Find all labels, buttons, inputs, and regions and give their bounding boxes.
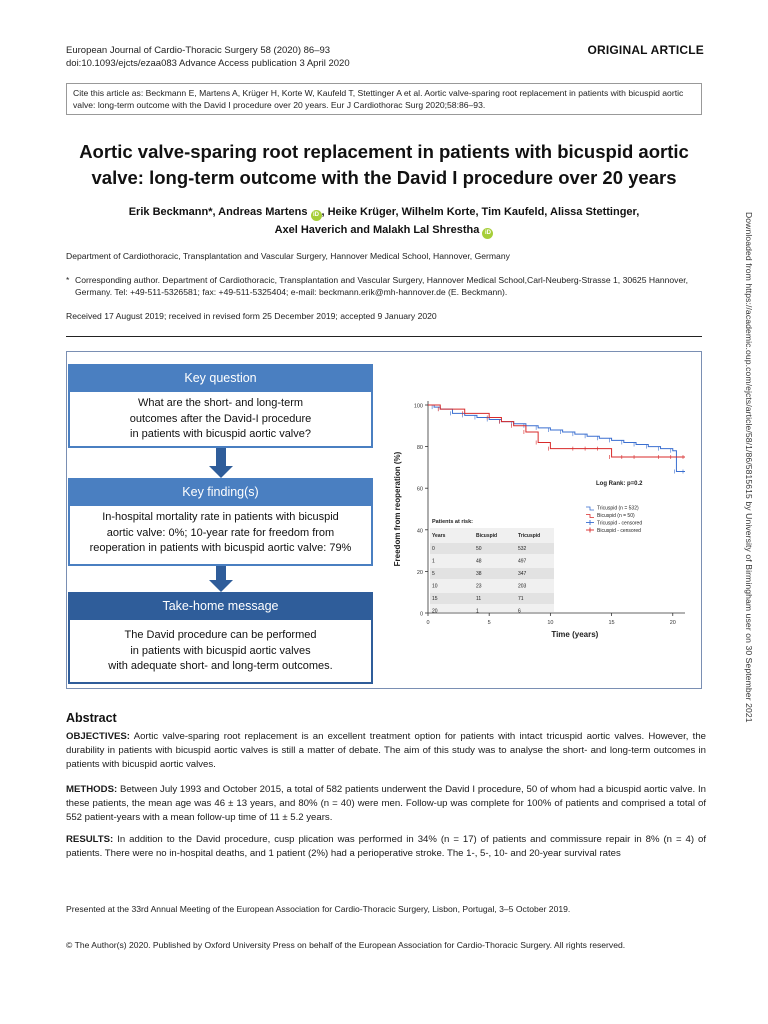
key-finding-line: aortic valve: 0%; 10-year rate for freedom from	[106, 526, 335, 539]
legend-label: Tricuspid (n = 532)	[597, 505, 639, 512]
abstract-results	[66, 833, 706, 861]
key-finding-header: Key finding(s)	[68, 478, 373, 506]
take-home-line: in patients with bicuspid aortic valves	[130, 644, 311, 657]
objectives-text: Aortic valve-sparing root replacement is an excellent treatment option for patients with intact tricuspid aortic valves. However, the durability in patients with bicuspid aortic valves is still a matter of debate. The aim of this study was to analyse the short- and long-term outcomes in patients with bicuspid aortic valves.	[66, 731, 706, 770]
take-home-line: with adequate short- and long-term outcomes.	[108, 660, 333, 672]
doi-line[interactable]: doi:10.1093/ejcts/ezaa083 Advance Access publication 3 April 2020	[66, 58, 350, 69]
corresponding-author-text: Corresponding author. Department of Cardiothoracic, Transplantation and Vascular Surgery, Hannover Medical School,Carl-Neuberg-Strasse 1, 30625 Hannover, Germany. Tel: +49-511-5326581; fax: +49-511-5325404; e-mail: beckmann.erik@mh-hannover.de (E. Beckmann).	[75, 275, 689, 297]
journal-line: European Journal of Cardio-Thoracic Surgery 58 (2020) 86–93	[66, 45, 331, 56]
flow-arrow-icon	[209, 580, 233, 592]
y-tick-label: 100	[413, 403, 423, 410]
take-home-box	[68, 620, 373, 684]
author-line-2	[40, 221, 728, 239]
risk-table-cell: 38	[476, 571, 482, 577]
risk-table-cell: 15	[432, 596, 438, 602]
legend-line-icon	[586, 515, 594, 518]
flow-arrow-icon	[209, 466, 233, 478]
risk-table-cell: 532	[518, 546, 527, 552]
authors-part-3[interactable]: Axel Haverich and Malakh Lal Shrestha	[274, 224, 480, 236]
x-tick-label: 5	[487, 620, 491, 626]
risk-table-row-band	[430, 568, 554, 579]
risk-table-cell: 497	[518, 558, 527, 565]
risk-table-cell: 1	[432, 558, 435, 565]
orcid-icon[interactable]: iD	[482, 228, 493, 239]
legend-line-icon	[586, 507, 594, 510]
risk-table-row-band	[430, 593, 554, 604]
risk-table-row-band	[430, 543, 554, 554]
legend-label: Bicuspid (n = 50)	[597, 513, 635, 519]
series-line-bicuspid	[428, 405, 685, 457]
corresponding-author	[66, 274, 706, 298]
author-list	[40, 203, 728, 239]
y-tick-label: 60	[416, 486, 423, 493]
title-line-1: Aortic valve-sparing root replacement in patients with bicuspid aortic	[79, 141, 689, 162]
log-rank-annotation: Log Rank: p=0.2	[596, 481, 643, 487]
presented-note: Presented at the 33rd Annual Meeting of the European Association for Cardio-Thoracic Surgery, Lisbon, Portugal, 3–5 October 2019.	[66, 904, 571, 914]
risk-table-cell: 203	[518, 583, 527, 590]
x-tick-label: 15	[608, 620, 615, 626]
risk-table-header: Years	[432, 533, 446, 539]
results-label: RESULTS:	[66, 834, 114, 845]
download-side-note: Downloaded from https://academic.oup.com/ejcts/article/58/1/86/5815615 by University of Birmingham user on 30 September 2021	[744, 212, 754, 723]
y-tick-label: 0	[419, 611, 423, 618]
x-tick-label: 10	[547, 620, 554, 626]
abstract-methods	[66, 783, 706, 825]
risk-table-cell: 1	[476, 608, 479, 615]
received-dates: Received 17 August 2019; received in revised form 25 December 2019; accepted 9 January 2020	[66, 311, 437, 321]
key-question-line: outcomes after the David-I procedure	[129, 412, 312, 425]
key-question-line: What are the short- and long-term	[137, 397, 304, 409]
flow-arrow-stem	[216, 448, 226, 466]
y-tick-label: 20	[416, 569, 423, 576]
key-question-line: in patients with bicuspid aortic valve?	[130, 428, 311, 440]
y-tick-label: 80	[416, 445, 423, 452]
article-type-label: ORIGINAL ARTICLE	[587, 43, 704, 57]
y-tick-label: 40	[416, 528, 423, 535]
department-affiliation: Department of Cardiothoracic, Transplantation and Vascular Surgery, Hannover Medical School, Hannover, Germany	[66, 251, 510, 261]
y-axis-label: Freedom from reoperation (%)	[393, 451, 402, 567]
risk-table-cell: 71	[518, 596, 524, 602]
take-home-line: The David procedure can be performed	[124, 629, 317, 641]
x-tick-label: 20	[669, 620, 676, 626]
kaplan-meier-chart	[380, 385, 690, 655]
risk-table-cell: 20	[432, 608, 438, 615]
objectives-label: OBJECTIVES:	[66, 731, 130, 742]
take-home-header: Take-home message	[68, 592, 373, 620]
authors-part-1[interactable]: Erik Beckmann*, Andreas Martens	[128, 206, 308, 218]
divider	[66, 336, 702, 337]
legend-label: Tricuspid - censored	[597, 520, 643, 527]
journal-header	[66, 44, 350, 70]
abstract-objectives	[66, 730, 706, 772]
footnote-star: *	[66, 275, 70, 285]
key-finding-line: reoperation in patients with bicuspid aortic valve: 79%	[89, 542, 352, 554]
risk-table-header: Bicuspid	[476, 533, 498, 539]
citation-box: Cite this article as: Beckmann E, Martens A, Krüger H, Korte W, Kaufeld T, Stettinger A et al. Aortic valve-sparing root replacement in patients with bicuspid aortic valve: long-term outcome with the David I procedure over 20 years. Eur J Cardiothorac Surg 2020;58:86–93.	[66, 83, 702, 115]
author-line-1	[40, 203, 728, 221]
article-title	[40, 139, 728, 191]
legend-label: Bicuspid - censored	[597, 528, 641, 534]
risk-table-cell: 0	[432, 546, 435, 552]
series-line-tricuspid	[428, 405, 685, 472]
key-finding-line: In-hospital mortality rate in patients with bicuspid	[102, 511, 339, 523]
risk-table-cell: 10	[432, 583, 438, 590]
orcid-icon[interactable]: iD	[311, 210, 322, 221]
key-finding-box	[68, 506, 373, 566]
copyright-note: © The Author(s) 2020. Published by Oxford University Press on behalf of the European Association for Cardio-Thoracic Surgery. All rights reserved.	[66, 940, 626, 950]
risk-table-cell: 5	[432, 571, 435, 577]
risk-table-title: Patients at risk:	[432, 519, 473, 525]
title-line-2: valve: long-term outcome with the David I procedure over 20 years	[91, 167, 677, 188]
key-question-box	[68, 392, 373, 448]
risk-table-cell: 23	[476, 583, 482, 590]
risk-table-header: Tricuspid	[518, 533, 541, 539]
abstract-heading: Abstract	[66, 711, 117, 725]
risk-table-cell: 347	[518, 571, 527, 577]
risk-table-cell: 6	[518, 608, 521, 615]
x-axis-label: Time (years)	[551, 630, 599, 639]
methods-text: Between July 1993 and October 2015, a total of 582 patients underwent the David I procedure, 50 of whom had a bicuspid aortic valve. In these patients, the mean age was 46 ± 13 years, and 80% (n = 40) were men. Follow-up was complete for 100% of patients and comprised a total of 552 patient-years with a mean follow-up time of 11 ± 5.2 years.	[66, 784, 706, 823]
methods-label: METHODS:	[66, 784, 118, 795]
risk-table-cell: 11	[476, 596, 482, 602]
key-question-header: Key question	[68, 364, 373, 392]
results-text: In addition to the David procedure, cusp plication was performed in 34% (n = 17) of patients and commissure repair in 8% (n = 4) of patients. There were no in-hospital deaths, and 1 patient (2%) had a perioperative stroke. The 1-, 5-, 10- and 20-year survival rates	[66, 834, 706, 859]
risk-table-cell: 48	[476, 558, 482, 565]
risk-table-cell: 50	[476, 546, 482, 552]
authors-part-2[interactable]: , Heike Krüger, Wilhelm Korte, Tim Kaufeld, Alissa Stettinger,	[321, 206, 640, 218]
x-tick-label: 0	[426, 620, 430, 626]
